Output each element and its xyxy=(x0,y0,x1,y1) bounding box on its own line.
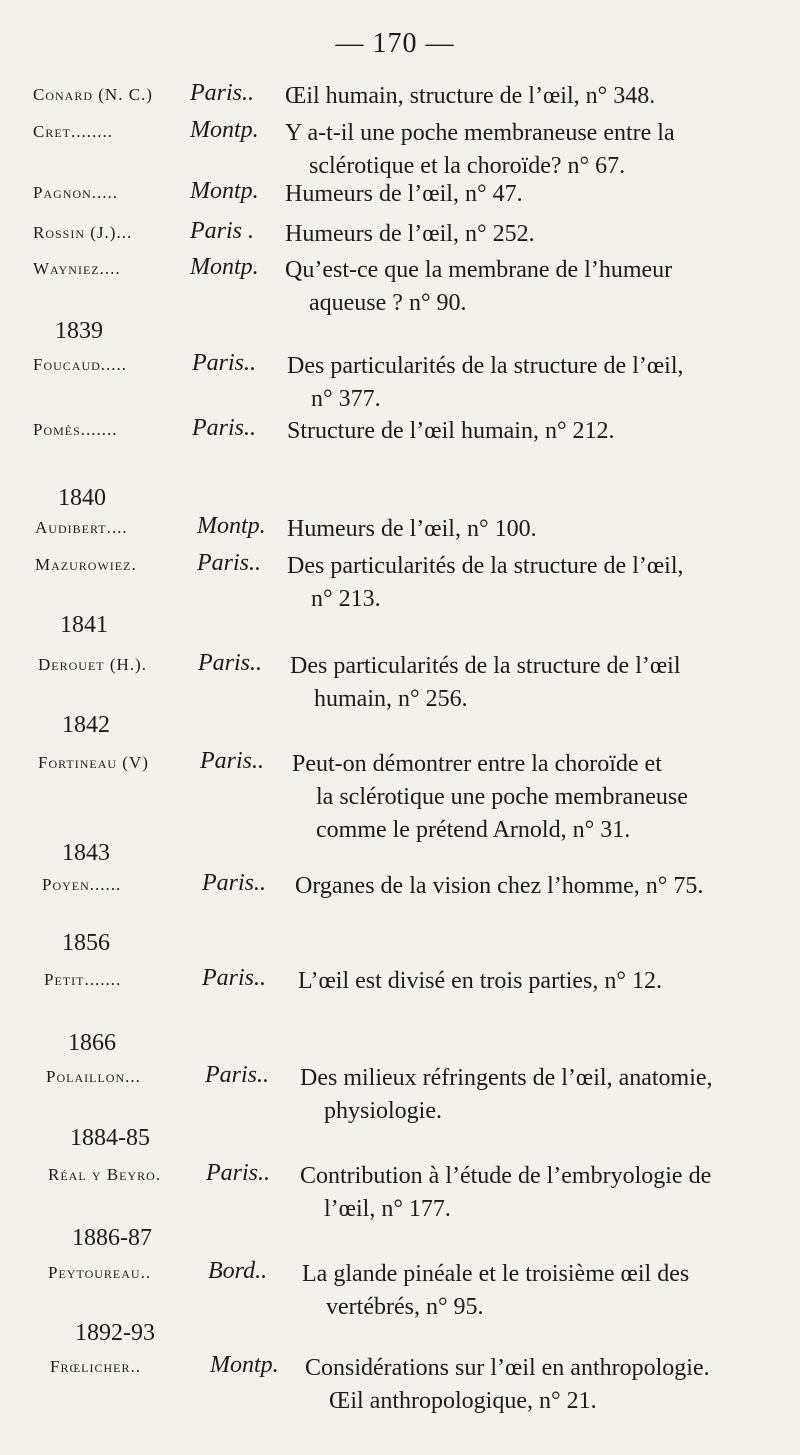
entry-title-line: Des particularités de la structure de l’œil xyxy=(290,653,681,679)
entry-title xyxy=(300,1062,770,1128)
entry-author xyxy=(48,1165,161,1185)
entry-city: Paris.. xyxy=(192,350,257,376)
leader-dots: .. xyxy=(140,1263,152,1282)
entry-city: Paris.. xyxy=(200,748,265,774)
entry-title-line: Considérations sur l’œil en anthropologie. xyxy=(305,1355,710,1381)
entry-city: Paris.. xyxy=(206,1160,271,1186)
entry-title-line: Humeurs de l’œil, n° 47. xyxy=(285,181,523,207)
entry-author xyxy=(48,1263,151,1283)
entry-city: Paris.. xyxy=(192,415,257,441)
entry-city: Paris.. xyxy=(202,870,267,896)
entry-author xyxy=(44,970,121,990)
entry-title-line: Œil humain, structure de l’œil, n° 348. xyxy=(285,83,656,109)
entry-title xyxy=(285,178,770,211)
author-name: Foucaud xyxy=(33,355,101,374)
entry-title xyxy=(290,650,770,716)
entry-city: Montp. xyxy=(197,513,266,539)
entry-city: Paris.. xyxy=(190,80,255,106)
entry-title-line: Organes de la vision chez l’homme, n° 75. xyxy=(295,873,704,899)
leader-dots: ..... xyxy=(100,355,128,374)
author-name: Pomès xyxy=(33,420,81,439)
entry-title-line: Œil anthropologique, n° 21. xyxy=(329,1388,597,1414)
entry-city: Bord.. xyxy=(208,1258,268,1284)
entry-author xyxy=(33,259,121,279)
entry-title-line: vertébrés, n° 95. xyxy=(326,1294,484,1320)
entry-title xyxy=(298,965,770,998)
entry-title xyxy=(285,254,770,320)
entry-author xyxy=(33,85,153,105)
leader-dots: ....... xyxy=(84,970,122,989)
entry-title xyxy=(287,415,770,448)
entry-city: Montp. xyxy=(210,1352,279,1378)
entry-title-line: Qu’est-ce que la membrane de l’humeur xyxy=(285,257,673,283)
year-heading: 1892-93 xyxy=(75,1320,155,1346)
entry-title-line: aqueuse ? n° 90. xyxy=(309,290,467,316)
entry-title xyxy=(285,117,770,183)
leader-dots: .... xyxy=(106,518,128,537)
year-heading: 1886-87 xyxy=(72,1225,152,1251)
entry-title-line: Des milieux réfringents de l’œil, anatomie, xyxy=(300,1065,713,1091)
year-heading: 1840 xyxy=(58,485,106,511)
entry-author xyxy=(38,655,147,675)
leader-dots: ..... xyxy=(91,183,119,202)
leader-dots: ........ xyxy=(71,122,114,141)
leader-dots: . xyxy=(141,655,147,674)
entry-author xyxy=(35,555,137,575)
author-name: Wayniez xyxy=(33,259,100,278)
entry-city: Paris.. xyxy=(205,1062,270,1088)
entry-title xyxy=(287,350,770,416)
entry-title-line: Peut-on démontrer entre la choroïde et xyxy=(292,751,662,777)
entry-city: Paris.. xyxy=(202,965,267,991)
entry-title-line: Humeurs de l’œil, n° 252. xyxy=(285,221,535,247)
entry-author xyxy=(33,355,127,375)
entry-title xyxy=(285,80,770,113)
author-name: Rossin (J.) xyxy=(33,223,117,242)
entry-title xyxy=(285,218,770,251)
author-name: Fortineau (V) xyxy=(38,753,149,772)
year-heading: 1856 xyxy=(62,930,110,956)
author-name: Audibert xyxy=(35,518,107,537)
entry-title-line: n° 377. xyxy=(311,386,381,412)
entry-title xyxy=(287,513,770,546)
year-heading: 1839 xyxy=(55,318,103,344)
entry-title-line: Y a-t-il une poche membraneuse entre la xyxy=(285,120,675,146)
entry-city: Paris.. xyxy=(198,650,263,676)
author-name: Conard (N. C.) xyxy=(33,85,153,104)
entry-title xyxy=(287,550,770,616)
entry-author xyxy=(35,518,128,538)
entry-city: Paris . xyxy=(190,218,255,244)
leader-dots: . xyxy=(155,1165,162,1184)
author-name: Pagnon xyxy=(33,183,92,202)
year-heading: 1884-85 xyxy=(70,1125,150,1151)
entry-city: Montp. xyxy=(190,178,259,204)
page-number: — 170 — xyxy=(335,28,455,59)
author-name: Mazurowiez xyxy=(35,555,132,574)
entry-title-line: sclérotique et la choroïde? n° 67. xyxy=(309,153,626,179)
entry-title-line: la sclérotique une poche membraneuse xyxy=(316,784,688,810)
entry-author xyxy=(33,122,113,142)
entry-title xyxy=(302,1258,770,1324)
year-heading: 1866 xyxy=(68,1030,116,1056)
leader-dots: ... xyxy=(116,223,133,242)
entry-title xyxy=(300,1160,770,1226)
entry-title xyxy=(295,870,770,903)
entry-title-line: Structure de l’œil humain, n° 212. xyxy=(287,418,615,444)
leader-dots: . xyxy=(131,555,137,574)
leader-dots: .... xyxy=(99,259,121,278)
entry-author xyxy=(38,753,149,773)
entry-author xyxy=(50,1357,141,1377)
leader-dots: .. xyxy=(130,1357,141,1376)
year-heading: 1841 xyxy=(60,612,108,638)
entry-title xyxy=(305,1352,770,1418)
entry-author xyxy=(42,875,121,895)
author-name: Derouet (H.) xyxy=(38,655,142,674)
entry-author xyxy=(46,1067,141,1087)
entry-city: Montp. xyxy=(190,254,259,280)
leader-dots: ...... xyxy=(89,875,122,894)
entry-title-line: humain, n° 256. xyxy=(314,686,468,712)
author-name: Frœlicher xyxy=(50,1357,131,1376)
entry-author xyxy=(33,183,118,203)
entry-title-line: comme le prétend Arnold, n° 31. xyxy=(316,817,631,843)
entry-title-line: l’œil, n° 177. xyxy=(324,1196,451,1222)
author-name: Cret xyxy=(33,122,72,141)
entry-author xyxy=(33,420,118,440)
leader-dots: ... xyxy=(125,1067,141,1086)
entry-author xyxy=(33,223,132,243)
entry-title-line: Contribution à l’étude de l’embryologie de xyxy=(300,1163,712,1189)
author-name: Petit xyxy=(44,970,85,989)
entry-title xyxy=(292,748,770,847)
entry-title-line: n° 213. xyxy=(311,586,381,612)
leader-dots: ....... xyxy=(80,420,118,439)
year-heading: 1843 xyxy=(62,840,110,866)
entry-title-line: Des particularités de la structure de l’œil, xyxy=(287,553,684,579)
entry-title-line: La glande pinéale et le troisième œil des xyxy=(302,1261,690,1287)
author-name: Polaillon xyxy=(46,1067,126,1086)
entry-title-line: Des particularités de la structure de l’œil, xyxy=(287,353,684,379)
entry-title-line: Humeurs de l’œil, n° 100. xyxy=(287,516,537,542)
year-heading: 1842 xyxy=(62,712,110,738)
author-name: Poyen xyxy=(42,875,90,894)
entry-title-line: L’œil est divisé en trois parties, n° 12. xyxy=(298,968,662,994)
author-name: Réal y Beyro xyxy=(48,1165,156,1184)
author-name: Peytoureau xyxy=(48,1263,141,1282)
entry-title-line: physiologie. xyxy=(324,1098,442,1124)
entry-city: Paris.. xyxy=(197,550,262,576)
entry-city: Montp. xyxy=(190,117,259,143)
